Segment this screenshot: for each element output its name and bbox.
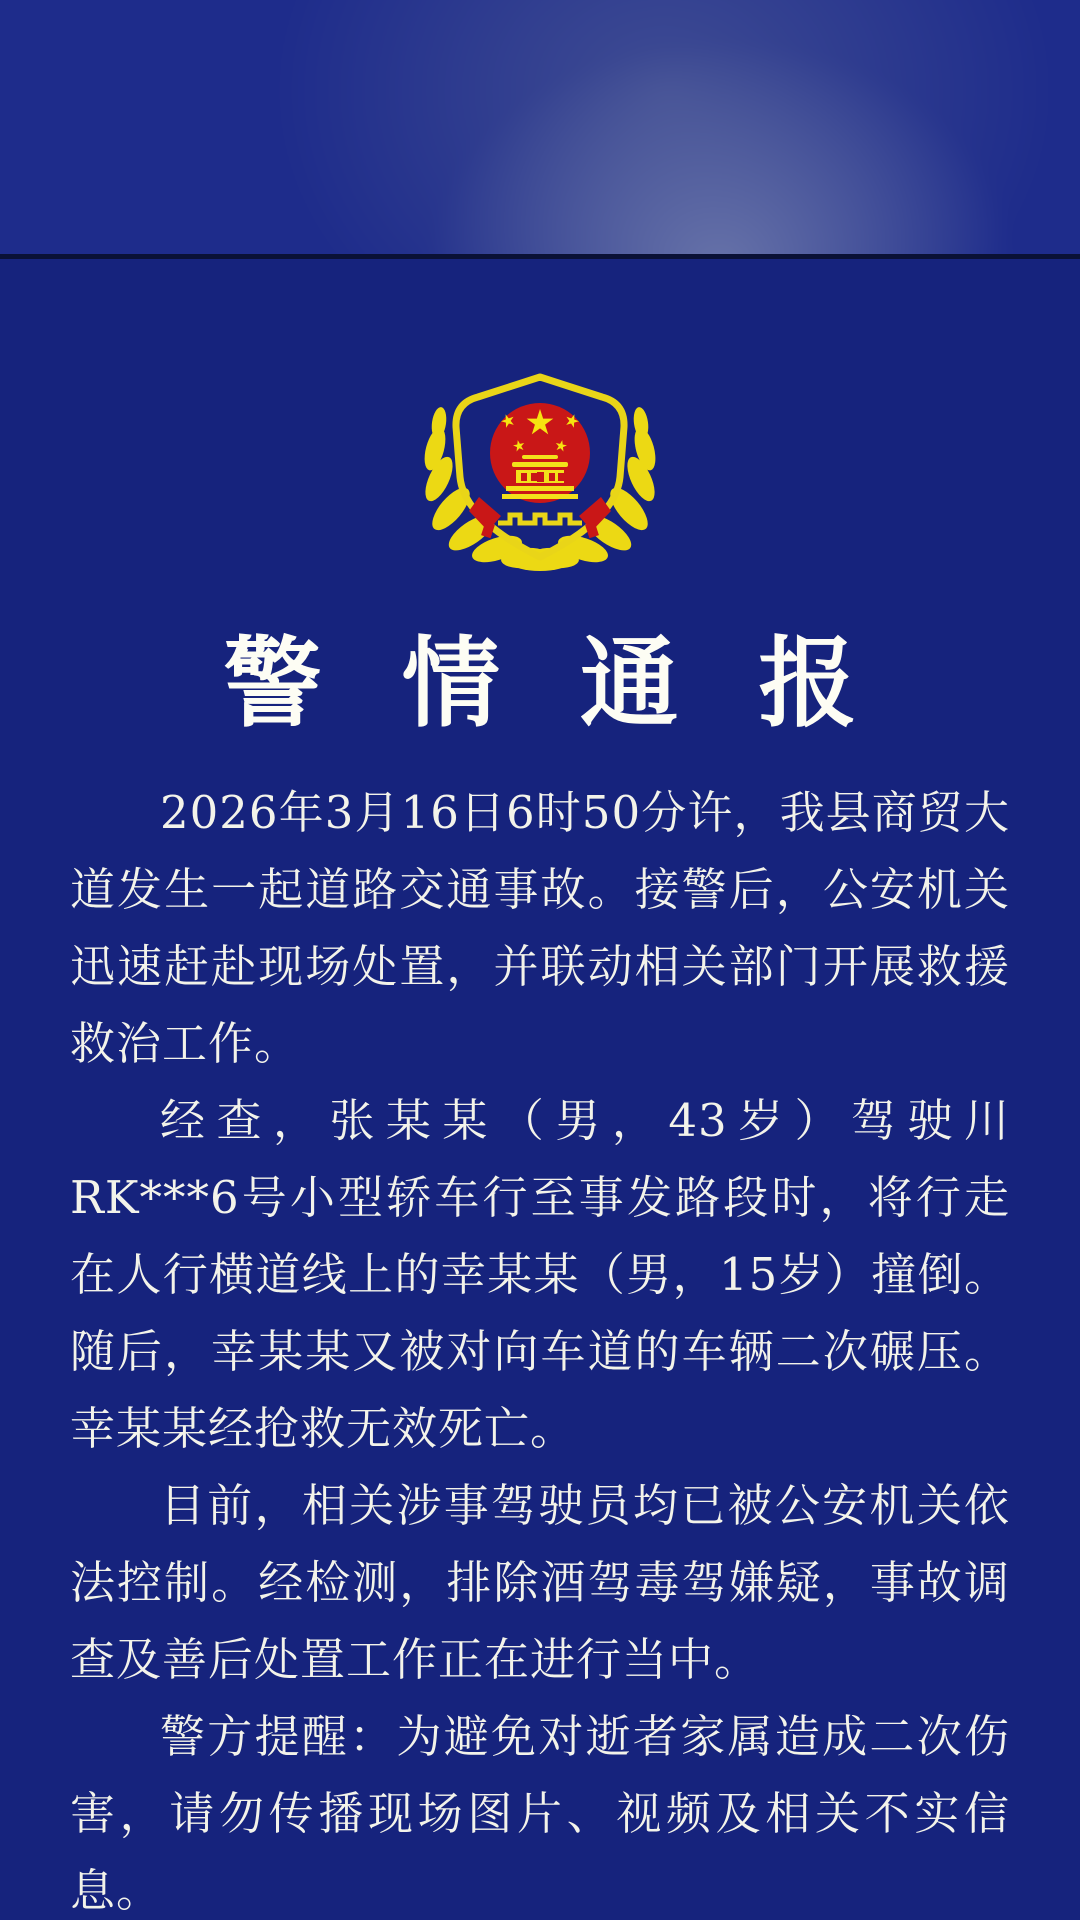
blurred-video-top-banner bbox=[0, 0, 1080, 254]
top-divider-line bbox=[0, 254, 1080, 259]
paragraph-2: 经查，张某某（男，43岁）驾驶川RK***6号小型轿车行至事发路段时，将行走在人行横道线上的幸某某（男，15岁）撞倒。随后，幸某某又被对向车道的车辆二次碾压。幸某某经抢救无效死亡。 bbox=[70, 1093, 1010, 1455]
red-ribbons bbox=[469, 497, 611, 538]
great-wall-band bbox=[498, 515, 582, 523]
notice-title: 警情通报 bbox=[223, 626, 937, 741]
paragraph-4: 警方提醒：为避免对逝者家属造成二次伤害，请勿传播现场图片、视频及相关不实信息。 bbox=[70, 1709, 1010, 1917]
paragraph-3: 目前，相关涉事驾驶员均已被公安机关依法控制。经检测，排除酒驾毒驾嫌疑，事故调查及善后处置工作正在进行当中。 bbox=[70, 1478, 1010, 1686]
paragraph-1: 2026年3月16日6时50分许，我县商贸大道发生一起道路交通事故。接警后，公安机关迅速赶赴现场处置，并联动相关部门开展救援救治工作。 bbox=[70, 785, 1010, 1070]
notice-body bbox=[0, 774, 1080, 1920]
police-badge-icon bbox=[405, 371, 675, 571]
blur-haze bbox=[0, 0, 1080, 254]
